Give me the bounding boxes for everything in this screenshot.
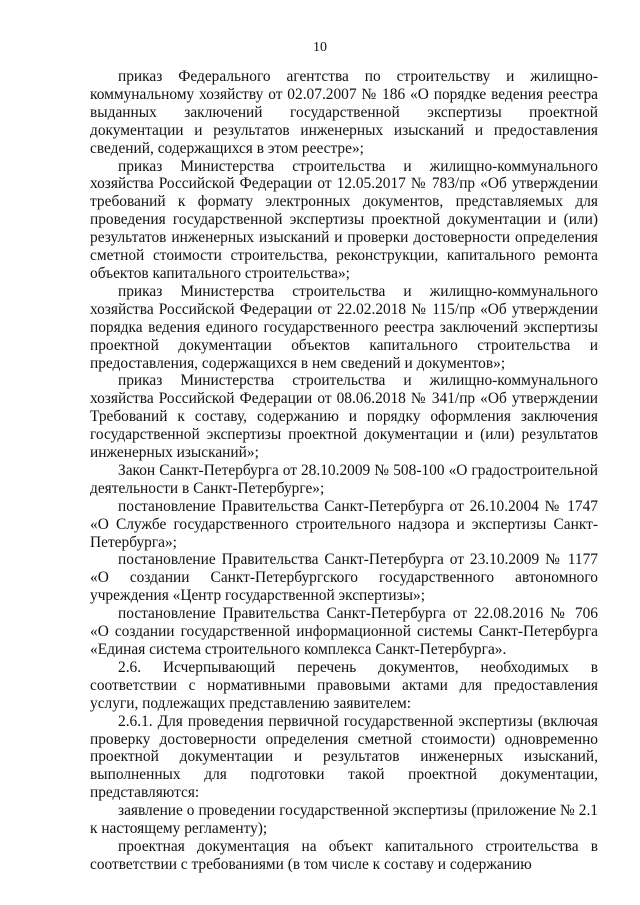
- document-body: [90, 68, 598, 874]
- paragraph: постановление Правительства Санкт-Петербурга от 23.10.2009 № 1177 «О создании Санкт-Петербургского государственного автономного учреждения «Центр государственной экспертизы»;: [90, 551, 598, 605]
- paragraph: постановление Правительства Санкт-Петербурга от 26.10.2004 № 1747 «О Службе государственного строительного надзора и экспертизы Санкт-Петербурга»;: [90, 497, 598, 551]
- paragraph: приказ Министерства строительства и жилищно-коммунального хозяйства Российской Федерации от 22.02.2018 № 115/пр «Об утверждении порядка ведения единого государственного реестра заключений экспертизы проектной документации объектов капитального строительства и предоставления, содержащихся в нем сведений и документов»;: [90, 282, 598, 372]
- paragraph: 2.6.1. Для проведения первичной государственной экспертизы (включая проверку достоверности определения сметной стоимости) одновременно проектной документации и результатов инженерных изысканий, выполненных для подготовки такой проектной документации, представляются:: [90, 712, 598, 802]
- paragraph: приказ Министерства строительства и жилищно-коммунального хозяйства Российской Федерации от 12.05.2017 № 783/пр «Об утверждении требований к формату электронных документов, представляемых для проведения государственной экспертизы проектной документации и (или) результатов инженерных изысканий и проверки достоверности определения сметной стоимости строительства, реконструкции, капитального ремонта объектов капитального строительства»;: [90, 157, 598, 282]
- paragraph: приказ Федерального агентства по строительству и жилищно-коммунальному хозяйству от 02.07.2007 № 186 «О порядке ведения реестра выданных заключений государственной экспертизы проектной документации и результатов инженерных изысканий и предоставления сведений, содержащихся в этом реестре»;: [90, 68, 598, 157]
- paragraph: постановление Правительства Санкт-Петербурга от 22.08.2016 № 706 «О создании государственной информационной системы Санкт-Петербурга «Единая система строительного комплекса Санкт-Петербурга».: [90, 605, 598, 658]
- paragraph: Закон Санкт-Петербурга от 28.10.2009 № 508-100 «О градостроительной деятельности в Санкт-Петербурге»;: [90, 461, 598, 497]
- paragraph: приказ Министерства строительства и жилищно-коммунального хозяйства Российской Федерации от 08.06.2018 № 341/пр «Об утверждении Требований к составу, содержанию и порядку оформления заключения государственной экспертизы проектной документации и (или) результатов инженерных изысканий»;: [90, 372, 598, 462]
- paragraph: проектная документация на объект капитального строительства в соответствии с требованиями (в том числе к составу и содержанию: [90, 837, 598, 873]
- page-number: 10: [313, 40, 327, 55]
- paragraph: заявление о проведении государственной экспертизы (приложение № 2.1 к настоящему регламенту);: [90, 802, 598, 838]
- paragraph: 2.6. Исчерпывающий перечень документов, необходимых в соответствии с нормативными правовыми актами для предоставления услуги, подлежащих представлению заявителем:: [90, 658, 598, 712]
